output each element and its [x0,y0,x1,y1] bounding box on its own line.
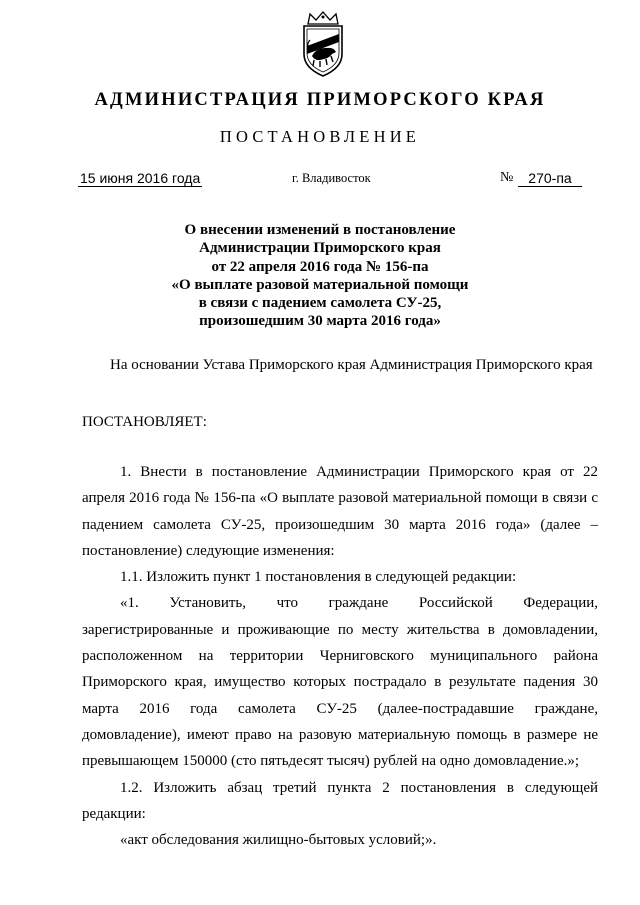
paragraph: 1.1. Изложить пункт 1 постановления в следующей редакции: [120,569,517,586]
document-type: ПОСТАНОВЛЕНИЕ [219,127,421,146]
document-number: 270-па [518,170,582,187]
title-line: в связи с падением самолета СУ-25, [198,295,442,312]
title-line: Администрации Приморского края [199,240,441,257]
document-title [0,221,640,331]
paragraph: 1.2. Изложить абзац третий пункта 2 постановления в следующей редакции: [82,779,598,822]
coat-of-arms-icon [296,10,350,80]
basis-text: На основании Устава Приморского края Администрация Приморского края [110,357,593,373]
paragraph: 1. Внести в постановление Администрации Приморского края от 22 апреля 2016 года № 156-па «О выплате разовой материальной помощи в связи с падением самолета СУ-25, произошедшим 30 марта 2016 года» (далее – постановление) следующие изменения: [82,464,598,559]
title-line: от 22 апреля 2016 года № 156-па [211,258,429,275]
title-line: О внесении изменений в постановление [184,222,456,238]
decree-heading: ПОСТАНОВЛЯЕТ: [82,414,207,430]
organization-name: АДМИНИСТРАЦИЯ ПРИМОРСКОГО КРАЯ [94,90,546,110]
paragraph: «1. Установить, что граждане Российской Федерации, зарегистрированные и проживающие по месту жительства в домовладении, расположенном на территории Черниговского муниципального района Приморского края, имущество которых пострадало в результате падения 30 марта 2016 года самолета СУ-25 (далее-пострадавшие граждане, домовладение), имеют право на разовую материальную помощь в размере не превышающем 150000 (сто пятьдесят тысяч) рублей на одно домовладение.»; [82,595,598,770]
paragraph: «акт обследования жилищно-бытовых условий;». [120,832,437,849]
document-date: 15 июня 2016 года [80,170,201,186]
title-line: «О выплате разовой материальной помощи [171,276,469,293]
number-label: № [500,170,514,185]
document-city: г. Владивосток [292,171,371,185]
document-body [82,459,598,853]
title-line: произошедшим 30 марта 2016 года» [199,313,441,330]
